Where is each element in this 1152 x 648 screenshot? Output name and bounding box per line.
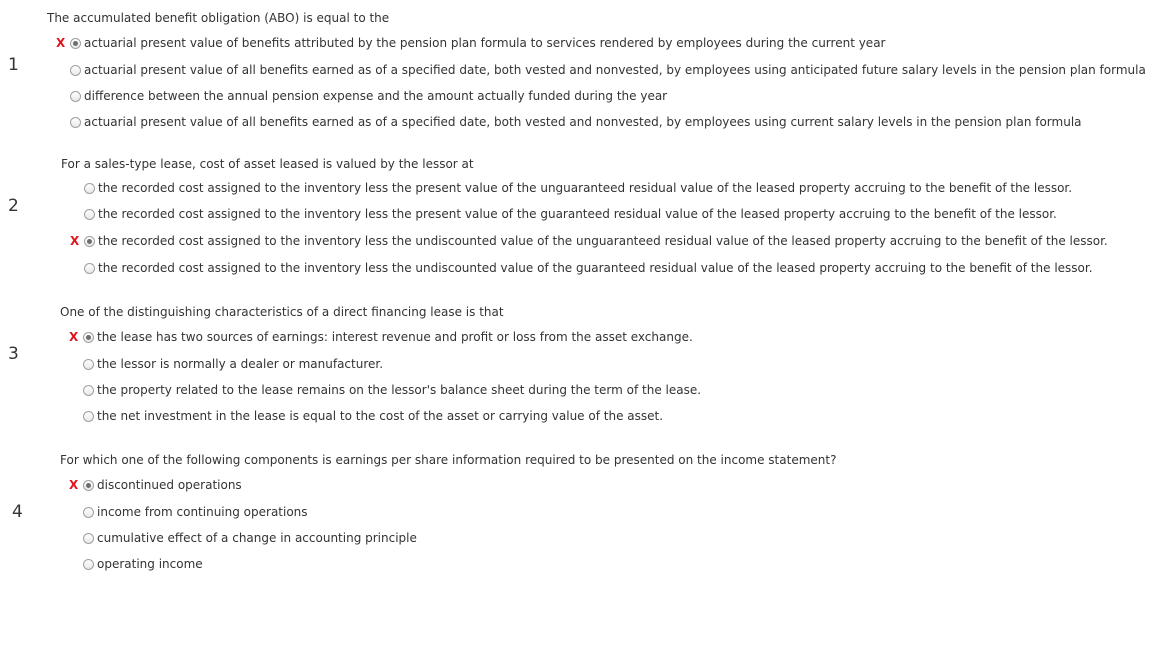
radio-button[interactable] [83, 533, 94, 544]
question-number: 4 [12, 502, 23, 522]
radio-button[interactable] [83, 359, 94, 370]
answer-option[interactable] [69, 406, 663, 426]
answer-option-label: actuarial present value of all benefits earned as of a specified date, both vested and nonvested, by employees using anticipated future salary levels in the pension plan formula [84, 63, 1146, 77]
incorrect-x-icon: X [70, 234, 80, 248]
answer-option[interactable] [70, 204, 1057, 224]
answer-option[interactable] [69, 502, 308, 522]
incorrect-x-icon: X [69, 478, 79, 492]
answer-option-label: the recorded cost assigned to the inventory less the present value of the unguaranteed residual value of the leased property accruing to the benefit of the lessor. [98, 181, 1073, 195]
answer-option-label: the lessor is normally a dealer or manufacturer. [97, 357, 384, 371]
incorrect-x-icon: X [56, 36, 66, 50]
radio-button-selected[interactable] [83, 332, 94, 343]
answer-option-label: operating income [97, 557, 203, 571]
answer-option[interactable] [56, 86, 667, 106]
incorrect-x-icon: X [69, 330, 79, 344]
answer-option-label: the recorded cost assigned to the inventory less the undiscounted value of the unguaranteed residual value of the leased property accruing to the benefit of the lessor. [98, 234, 1108, 248]
question-number: 1 [8, 55, 19, 75]
radio-button[interactable] [84, 209, 95, 220]
radio-button[interactable] [70, 65, 81, 76]
radio-button[interactable] [70, 117, 81, 128]
radio-button-selected[interactable] [70, 38, 81, 49]
answer-option-label: the recorded cost assigned to the inventory less the undiscounted value of the guaranteed residual value of the leased property accruing to the benefit of the lessor. [98, 261, 1093, 275]
radio-button[interactable] [83, 559, 94, 570]
answer-option-label: actuarial present value of benefits attributed by the pension plan formula to services rendered by employees during the current year [84, 36, 886, 50]
answer-option[interactable] [56, 33, 885, 53]
question-number: 3 [8, 344, 19, 364]
answer-option-label: discontinued operations [97, 478, 242, 492]
answer-option[interactable] [69, 475, 242, 495]
radio-button[interactable] [83, 507, 94, 518]
answer-option[interactable] [56, 60, 1146, 80]
answer-option-label: the net investment in the lease is equal to the cost of the asset or carrying value of the asset. [97, 409, 664, 423]
radio-button[interactable] [84, 263, 95, 274]
answer-option-label: the recorded cost assigned to the inventory less the present value of the guaranteed residual value of the leased property accruing to the benefit of the lessor. [98, 207, 1057, 221]
answer-option[interactable] [70, 258, 1093, 278]
radio-button[interactable] [83, 385, 94, 396]
answer-option-label: actuarial present value of all benefits earned as of a specified date, both vested and nonvested, by employees using current salary levels in the pension plan formula [84, 115, 1082, 129]
radio-button-selected[interactable] [83, 480, 94, 491]
answer-option-label: difference between the annual pension expense and the amount actually funded during the year [84, 89, 668, 103]
answer-option[interactable] [69, 554, 203, 574]
answer-option[interactable] [56, 112, 1082, 132]
question-number: 2 [8, 196, 19, 216]
question-prompt: The accumulated benefit obligation (ABO) is equal to the [47, 11, 390, 25]
answer-option[interactable] [70, 178, 1072, 198]
answer-option-label: the lease has two sources of earnings: interest revenue and profit or loss from the asset exchange. [97, 330, 693, 344]
question-prompt: One of the distinguishing characteristics of a direct financing lease is that [60, 305, 504, 319]
question-prompt: For which one of the following components is earnings per share information required to be presented on the income statement? [60, 453, 837, 467]
answer-option[interactable] [69, 327, 693, 347]
radio-button[interactable] [84, 183, 95, 194]
answer-option-label: income from continuing operations [97, 505, 308, 519]
radio-button[interactable] [83, 411, 94, 422]
question-prompt: For a sales-type lease, cost of asset leased is valued by the lessor at [61, 157, 474, 171]
answer-option[interactable] [69, 380, 701, 400]
answer-option[interactable] [69, 354, 383, 374]
answer-option[interactable] [70, 231, 1108, 251]
radio-button[interactable] [70, 91, 81, 102]
answer-option-label: cumulative effect of a change in accounting principle [97, 531, 417, 545]
radio-button-selected[interactable] [84, 236, 95, 247]
answer-option[interactable] [69, 528, 417, 548]
answer-option-label: the property related to the lease remains on the lessor's balance sheet during the term of the lease. [97, 383, 702, 397]
